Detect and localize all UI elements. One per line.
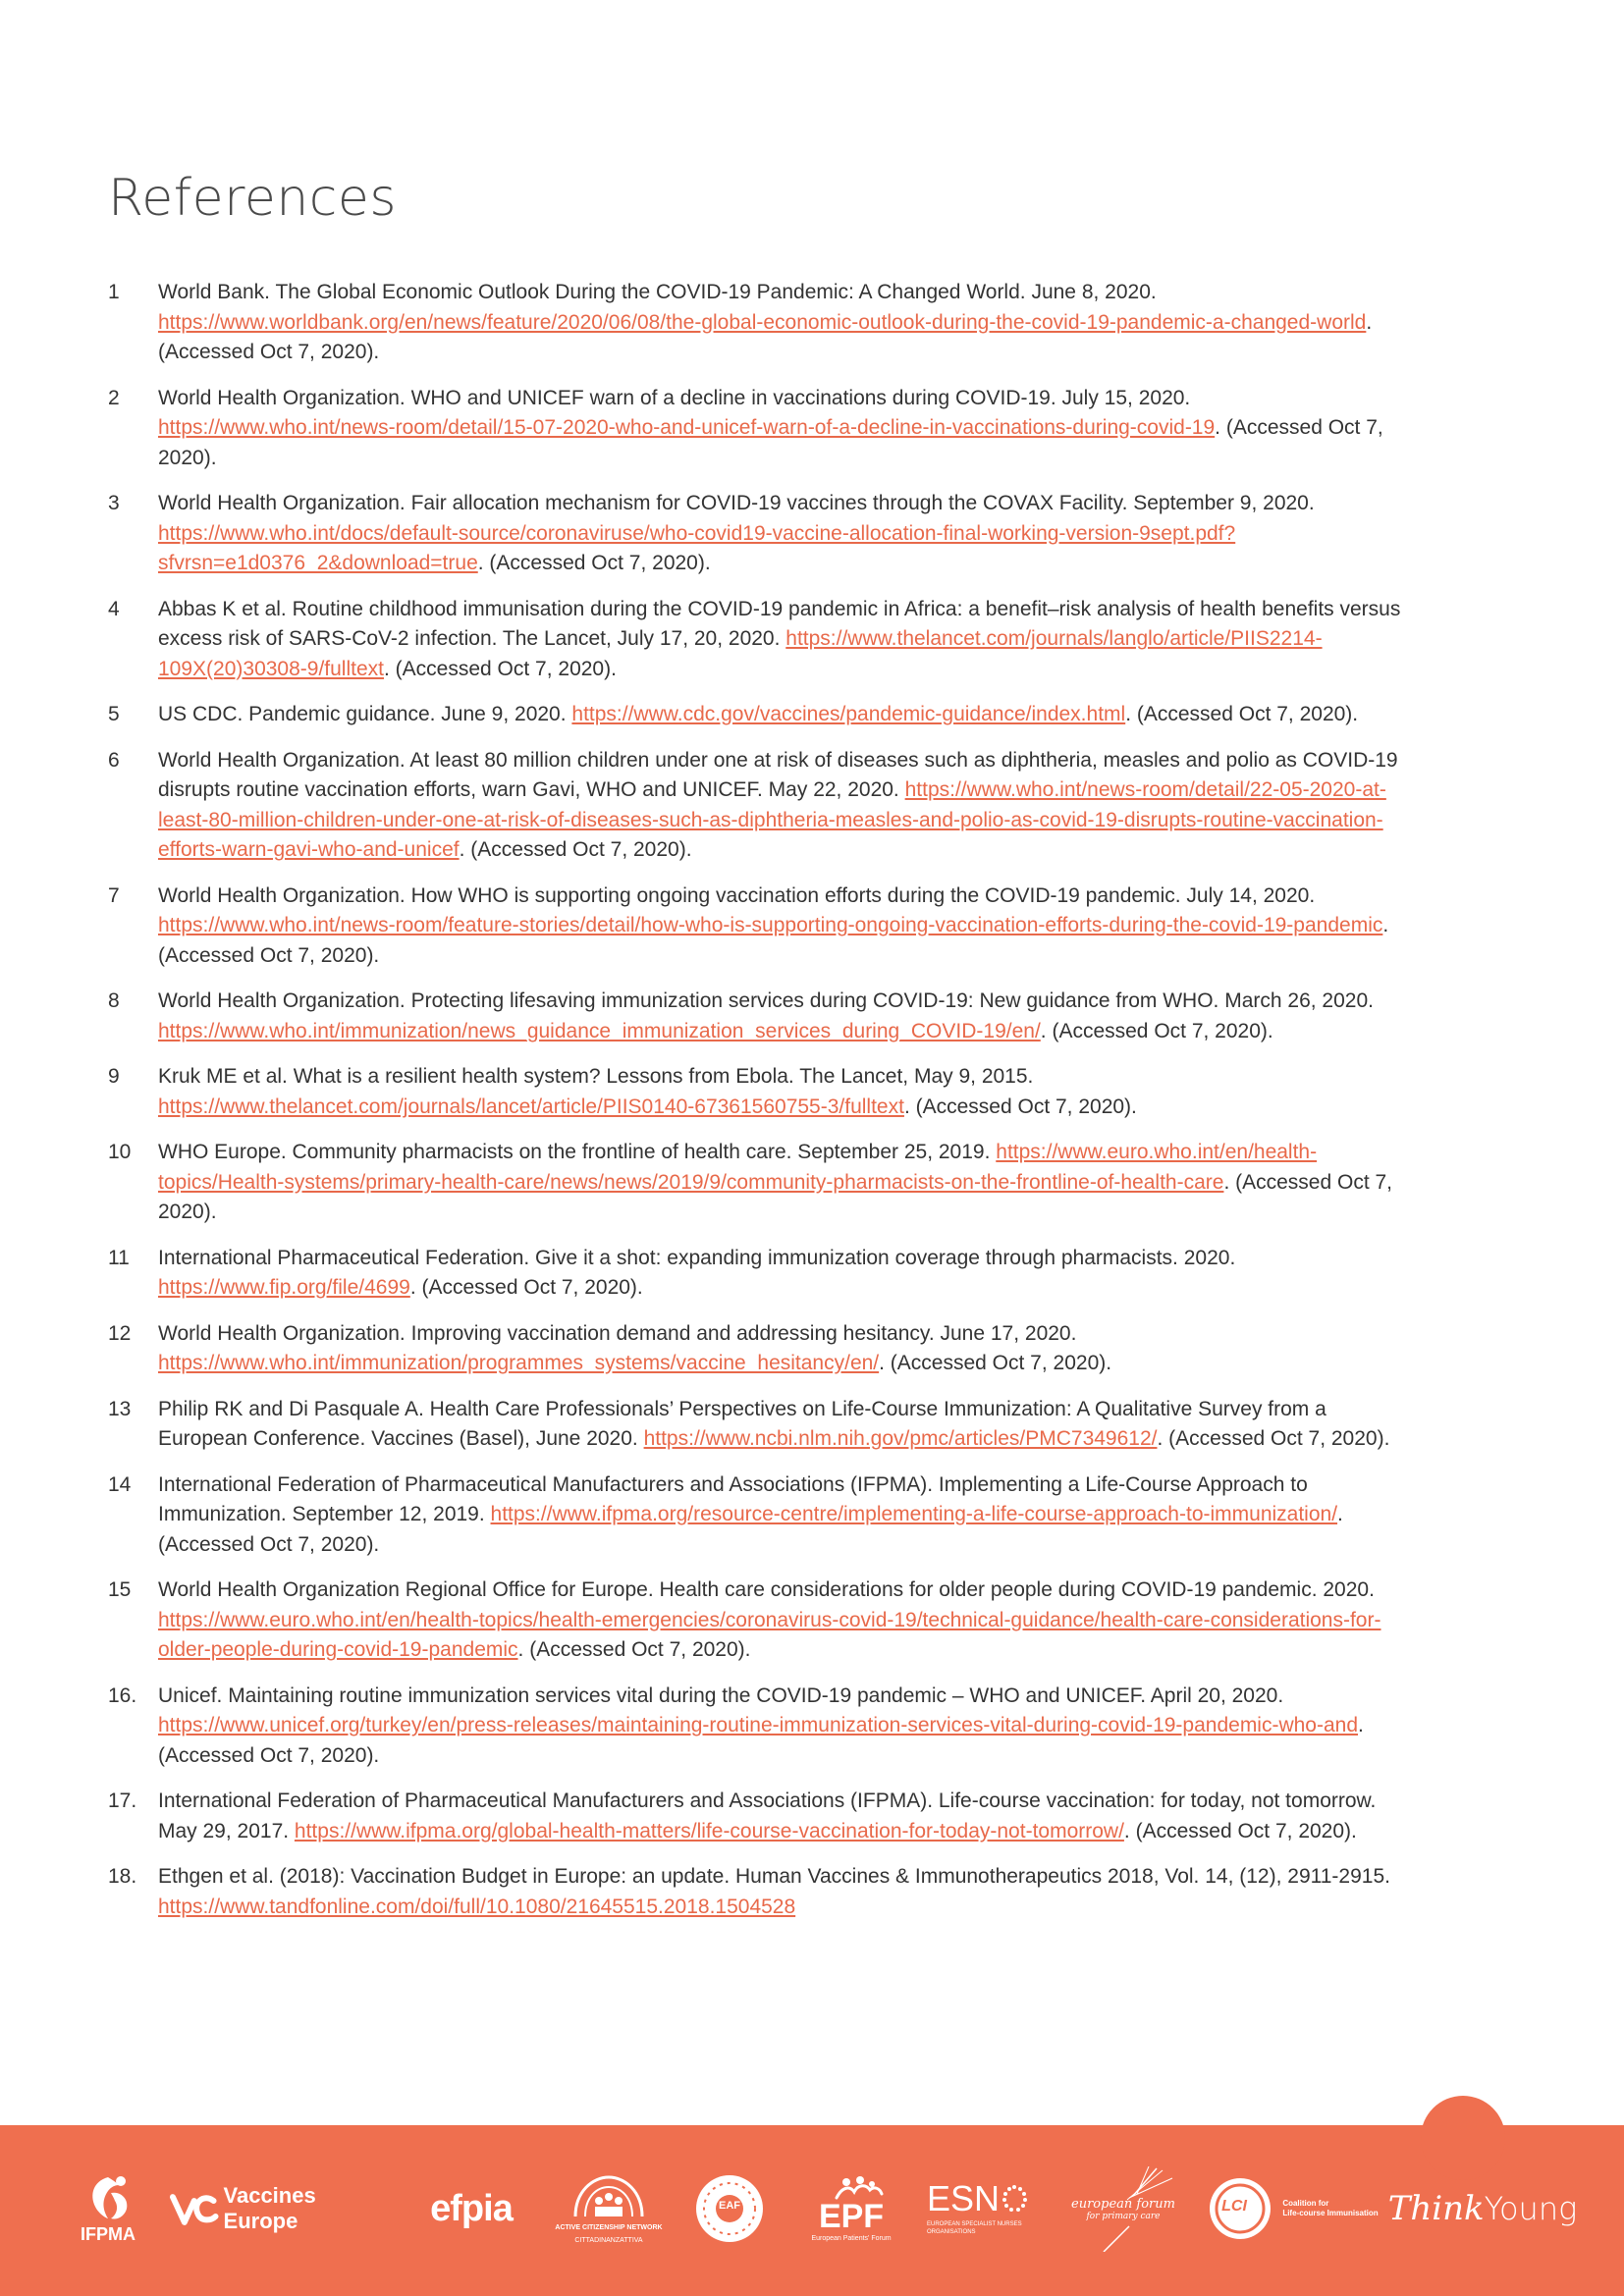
- reference-accessed-note: . (Accessed Oct 7, 2020).: [158, 1503, 1343, 1556]
- reference-number: 13: [108, 1397, 132, 1420]
- reference-accessed-note: . (Accessed Oct 7, 2020).: [158, 914, 1389, 967]
- reference-item: [108, 1395, 1414, 1455]
- reference-text: Abbas K et al. Routine childhood immunisation during the COVID-19 pandemic in Africa: a benefit–risk analysis of health benefits versus excess risk of SARS-CoV-2 infection. The Lancet, July 17, 20, 2020.: [158, 597, 1401, 650]
- reference-accessed-note: . (Accessed Oct 7, 2020).: [1123, 1819, 1357, 1842]
- reference-text: Ethgen et al. (2018): Vaccination Budget in Europe: an update. Human Vaccines & Immunotherapeutics 2018, Vol. 14, (12), 2911-2915.: [158, 1865, 1390, 1888]
- reference-link[interactable]: https://www.ifpma.org/resource-centre/implementing-a-life-course-approach-to-immunization/: [490, 1503, 1338, 1525]
- reference-text: World Health Organization Regional Office for Europe. Health care considerations for older people during COVID-19 pandemic. 2020.: [158, 1578, 1375, 1601]
- reference-link[interactable]: https://www.who.int/immunization/news_guidance_immunization_services_during_COVID-19/en/: [158, 1019, 1041, 1042]
- reference-number: 8: [108, 989, 120, 1012]
- reference-number: 10: [108, 1141, 132, 1163]
- reference-item: [108, 1682, 1414, 1772]
- reference-body: [158, 1244, 1414, 1304]
- reference-number: 6: [108, 748, 120, 772]
- esn-logo-subtitle: EUROPEAN SPECIALIST NURSES ORGANISATIONS: [927, 2221, 1022, 2235]
- page-title: References: [108, 169, 397, 228]
- lci-logo-subtitle-line1: Coalition for: [1282, 2199, 1329, 2208]
- eaf-logo: [691, 2160, 768, 2258]
- esn-stars-icon: [1000, 2184, 1029, 2214]
- reference-text: Unicef. Maintaining routine immunization services vital during the COVID-19 pandemic – WHO and UNICEF. April 20, 2020.: [158, 1683, 1284, 1707]
- reference-body: [158, 278, 1414, 368]
- reference-accessed-note: . (Accessed Oct 7, 2020).: [158, 1170, 1392, 1223]
- reference-text: Philip RK and Di Pasquale A. Health Care Professionals’ Perspectives on Life-Course Immunization: A Qualitative Survey from a European Conference. Vaccines (Basel), June 2020.: [158, 1397, 1326, 1450]
- efpia-logo: [422, 2160, 520, 2258]
- reference-accessed-note: . (Accessed Oct 7, 2020).: [459, 838, 692, 861]
- reference-number: 1: [108, 281, 120, 303]
- reference-number: 18.: [108, 1865, 137, 1888]
- reference-number: 4: [108, 597, 120, 620]
- thinkyoung-logo: [1387, 2160, 1578, 2258]
- reference-item: [108, 1062, 1414, 1122]
- reference-list: [108, 278, 1414, 1938]
- reference-text: World Health Organization. Protecting lifesaving immunization services during COVID-19: New guidance from WHO. March 26, 2020.: [158, 989, 1374, 1012]
- reference-accessed-note: . (Accessed Oct 7, 2020).: [1125, 703, 1359, 725]
- reference-body: [158, 595, 1414, 685]
- reference-body: [158, 881, 1414, 972]
- reference-item: [108, 595, 1414, 685]
- reference-accessed-note: . (Accessed Oct 7, 2020).: [903, 1095, 1137, 1118]
- reference-link[interactable]: https://www.thelancet.com/journals/lancet/article/PIIS0140-67361560755-3/fulltext: [158, 1095, 904, 1118]
- reference-accessed-note: . (Accessed Oct 7, 2020).: [158, 416, 1383, 469]
- effpc-logo-text-line2: for primary care: [1086, 2211, 1161, 2221]
- lci-logo-text: LCI: [1221, 2198, 1247, 2215]
- reference-link[interactable]: https://www.tandfonline.com/doi/full/10.1080/21645515.2018.1504528: [158, 1895, 796, 1918]
- reference-text: WHO Europe. Community pharmacists on the frontline of health care. September 25, 2019.: [158, 1141, 997, 1163]
- cittadinanzattiva-logo-text: CITTADINANZATTIVA: [574, 2237, 643, 2244]
- reference-number: 12: [108, 1321, 132, 1345]
- reference-item: [108, 1575, 1414, 1666]
- reference-item: [108, 1787, 1414, 1846]
- reference-accessed-note: . (Accessed Oct 7, 2020).: [409, 1276, 643, 1299]
- reference-number: 7: [108, 883, 120, 907]
- efpia-logo-text: efpia: [430, 2187, 513, 2229]
- reference-body: [158, 1682, 1414, 1772]
- reference-link[interactable]: https://www.who.int/docs/default-source/coronaviruse/who-covid19-vaccine-allocation-final-working-version-9sept.pdf?sfvrsn=e1d0376_2&download=true: [158, 521, 1236, 574]
- ifpma-logo: [71, 2160, 145, 2258]
- reference-link[interactable]: https://www.thelancet.com/journals/langlo/article/PIIS2214-109X(20)30308-9/fulltext: [158, 627, 1323, 680]
- reference-body: [158, 1319, 1414, 1379]
- reference-text: World Health Organization. Improving vaccination demand and addressing hesitancy. June 17, 2020.: [158, 1321, 1077, 1345]
- reference-item: [108, 1138, 1414, 1228]
- reference-link[interactable]: https://www.cdc.gov/vaccines/pandemic-guidance/index.html: [571, 703, 1126, 725]
- reference-accessed-note: . (Accessed Oct 7, 2020).: [477, 552, 711, 574]
- reference-item: [108, 278, 1414, 368]
- eaf-logo-text: EAF: [719, 2200, 740, 2212]
- reference-link[interactable]: https://www.ifpma.org/global-health-matters/life-course-vaccination-for-today-not-tomorrow/: [294, 1819, 1124, 1842]
- reference-body: [158, 1862, 1414, 1922]
- reference-link[interactable]: https://www.ncbi.nlm.nih.gov/pmc/articles/PMC7349612/: [643, 1427, 1158, 1450]
- reference-item: [108, 746, 1414, 866]
- vaccines-europe-logo-text: Vaccines Europe: [223, 2183, 316, 2233]
- reference-number: 2: [108, 386, 120, 409]
- reference-link[interactable]: https://www.worldbank.org/en/news/feature/2020/06/08/the-global-economic-outlook-during-the-covid-19-pandemic-a-changed-world: [158, 310, 1367, 334]
- epf-logo-subtitle: European Patients' Forum: [811, 2234, 892, 2242]
- reference-number: 9: [108, 1065, 120, 1088]
- reference-accessed-note: . (Accessed Oct 7, 2020).: [1157, 1427, 1390, 1450]
- reference-text: World Health Organization. At least 80 million children under one at risk of diseases such as diphtheria, measles and polio as COVID-19 disrupts routine vaccination efforts, warn Gavi, WHO and UNICEF. May 22, 2020.: [158, 748, 1398, 801]
- epf-logo-text: EPF: [818, 2197, 885, 2235]
- reference-item: [108, 987, 1414, 1046]
- reference-number: 5: [108, 703, 120, 725]
- thinkyoung-logo-text-young: Young: [1484, 2190, 1578, 2227]
- esn-logo: [927, 2160, 1055, 2258]
- european-forum-for-primary-care-logo: [1064, 2160, 1182, 2258]
- reference-body: [158, 746, 1414, 866]
- reference-text: International Pharmaceutical Federation. Give it a shot: expanding immunization coverage through pharmacists. 2020.: [158, 1246, 1236, 1269]
- epf-logo: [797, 2160, 905, 2258]
- reference-body: [158, 384, 1414, 474]
- reference-accessed-note: . (Accessed Oct 7, 2020).: [517, 1638, 751, 1661]
- reference-number: 11: [108, 1246, 130, 1269]
- reference-number: 14: [108, 1472, 132, 1496]
- reference-link[interactable]: https://www.who.int/news-room/detail/22-05-2020-at-least-80-million-children-under-one-at-risk-of-diseases-such-as-diphtheria-measles-and-polio-as-covid-19-disrupts-routine-vaccination-efforts-warn-gavi-who-and-unicef: [158, 778, 1386, 861]
- ifpma-logo-text: IFPMA: [81, 2223, 135, 2244]
- epf-people-icon: [817, 2176, 886, 2200]
- vaccines-europe-logo: [169, 2160, 395, 2258]
- reference-item: [108, 700, 1414, 730]
- reference-item: [108, 1319, 1414, 1379]
- reference-link[interactable]: https://www.who.int/immunization/programmes_systems/vaccine_hesitancy/en/: [158, 1352, 880, 1374]
- reference-text: World Health Organization. WHO and UNICEF warn of a decline in vaccinations during COVID-19. July 15, 2020.: [158, 386, 1191, 409]
- reference-item: [108, 384, 1414, 474]
- reference-body: [158, 1470, 1414, 1561]
- esn-logo-text: ESN: [927, 2178, 1001, 2218]
- reference-item: [108, 1470, 1414, 1561]
- reference-accessed-note: . (Accessed Oct 7, 2020).: [1040, 1019, 1273, 1042]
- reference-accessed-note: . (Accessed Oct 7, 2020).: [384, 657, 617, 680]
- reference-link[interactable]: https://www.who.int/news-room/feature-stories/detail/how-who-is-supporting-ongoing-vaccination-efforts-during-the-covid-19-pandemic: [158, 914, 1383, 936]
- reference-text: World Health Organization. Fair allocation mechanism for COVID-19 vaccines through the COVAX Facility. September 9, 2020.: [158, 492, 1315, 514]
- lci-logo: [1202, 2160, 1384, 2258]
- reference-link[interactable]: https://www.fip.org/file/4699: [158, 1276, 410, 1299]
- reference-text: World Bank. The Global Economic Outlook During the COVID-19 Pandemic: A Changed World. June 8, 2020.: [158, 281, 1157, 303]
- reference-text: International Federation of Pharmaceutical Manufacturers and Associations (IFPMA). Life-course vaccination: for today, not tomorrow. May 29, 2017.: [158, 1789, 1377, 1842]
- ifpma-icon: [81, 2173, 135, 2222]
- reference-item: [108, 881, 1414, 972]
- lci-logo-subtitle-line2: Life-course Immunisation: [1282, 2209, 1379, 2217]
- reference-link[interactable]: https://www.euro.who.int/en/health-topics/health-emergencies/coronavirus-covid-19/technical-guidance/health-care-considerations-for-older-people-during-covid-19-pandemic: [158, 1608, 1381, 1661]
- reference-link[interactable]: https://www.who.int/news-room/detail/15-07-2020-who-and-unicef-warn-of-a-decline-in-vaccinations-during-covid-19: [158, 416, 1216, 439]
- reference-text: US CDC. Pandemic guidance. June 9, 2020.: [158, 703, 572, 725]
- reference-body: [158, 1138, 1414, 1228]
- reference-item: [108, 1862, 1414, 1922]
- acn-logo-text: ACTIVE CITIZENSHIP NETWORK: [555, 2224, 663, 2231]
- reference-link[interactable]: https://www.euro.who.int/en/health-topics/Health-systems/primary-health-care/news/news/2019/9/community-pharmacists-on-the-frontline-of-health-care: [158, 1141, 1318, 1194]
- reference-body: [158, 1575, 1414, 1666]
- thinkyoung-logo-text-think: Think: [1387, 2189, 1485, 2228]
- reference-body: [158, 489, 1414, 579]
- reference-item: [108, 489, 1414, 579]
- reference-accessed-note: . (Accessed Oct 7, 2020).: [158, 310, 1373, 363]
- reference-text: International Federation of Pharmaceutical Manufacturers and Associations (IFPMA). Implementing a Life-Course Approach to Immunization. September 12, 2019.: [158, 1472, 1308, 1525]
- reference-body: [158, 1062, 1414, 1122]
- reference-number: 16.: [108, 1683, 137, 1707]
- reference-accessed-note: . (Accessed Oct 7, 2020).: [158, 1714, 1364, 1767]
- effpc-logo-text-line1: european forum: [1071, 2196, 1175, 2212]
- vaccines-europe-icon: [169, 2189, 220, 2228]
- reference-text: World Health Organization. How WHO is supporting ongoing vaccination efforts during the COVID-19 pandemic. July 14, 2020.: [158, 883, 1316, 907]
- active-citizenship-network-icon: [569, 2173, 648, 2222]
- reference-item: [108, 1244, 1414, 1304]
- reference-number: 15: [108, 1578, 132, 1601]
- reference-body: [158, 700, 1414, 730]
- reference-number: 3: [108, 492, 120, 514]
- reference-body: [158, 1787, 1414, 1846]
- reference-text: Kruk ME et al. What is a resilient health system? Lessons from Ebola. The Lancet, May 9, 2015.: [158, 1065, 1034, 1088]
- effpc-swoosh-icon: [1064, 2222, 1182, 2252]
- reference-accessed-note: . (Accessed Oct 7, 2020).: [879, 1352, 1112, 1374]
- active-citizenship-network-logo: [540, 2160, 677, 2258]
- reference-body: [158, 1395, 1414, 1455]
- reference-body: [158, 987, 1414, 1046]
- reference-number: 17.: [108, 1789, 137, 1812]
- reference-link[interactable]: https://www.unicef.org/turkey/en/press-releases/maintaining-routine-immunization-services-vital-during-covid-19-pandemic-who-and: [158, 1714, 1359, 1736]
